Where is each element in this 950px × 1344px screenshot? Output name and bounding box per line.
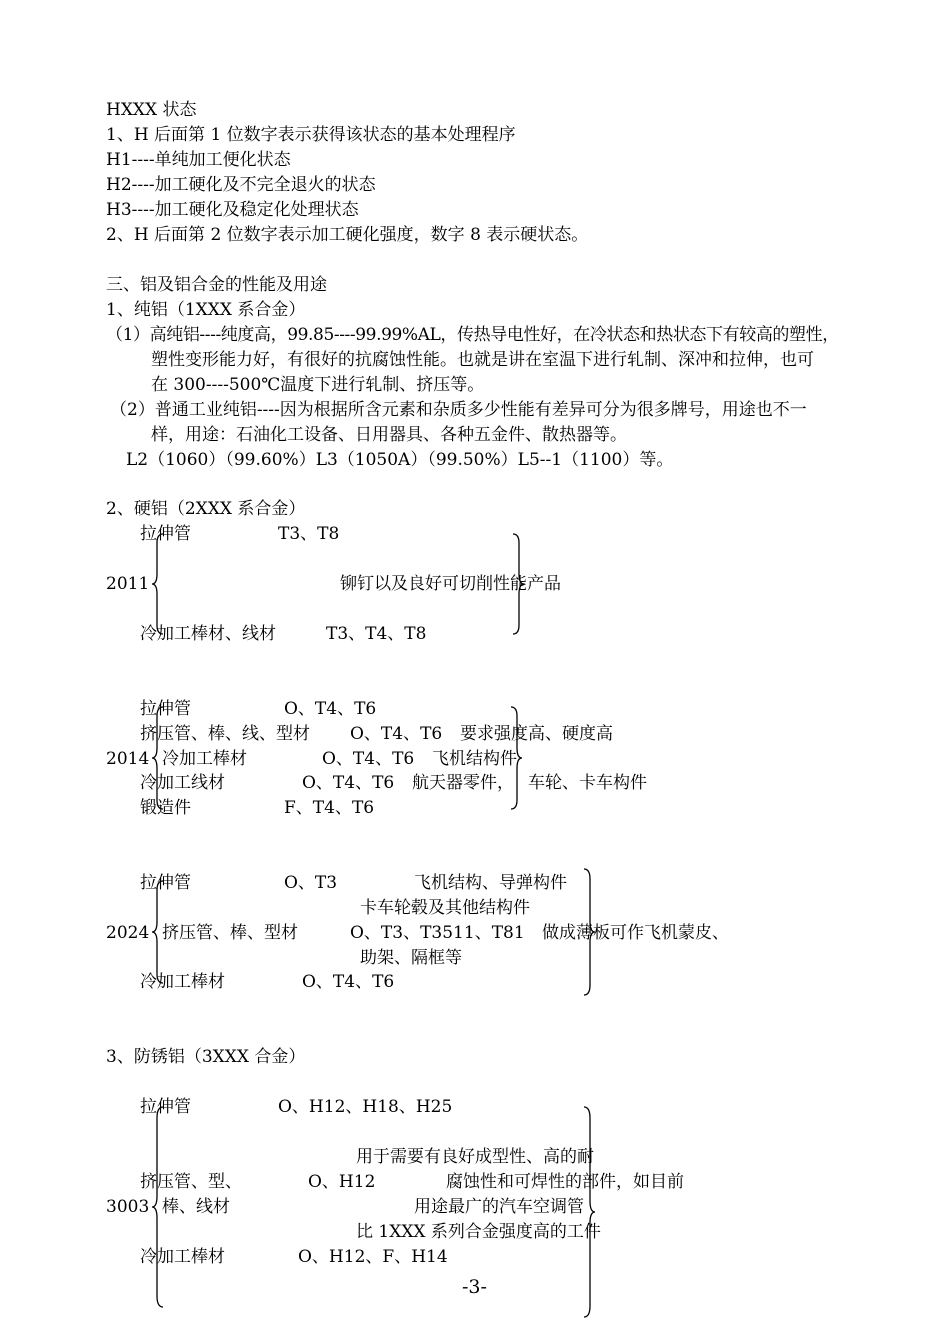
alloy-2024-product-3: 冷加工棒材 (140, 972, 225, 992)
page-number: -3- (462, 1276, 487, 1298)
alloy-2011-temper-1: T3、T8 (278, 524, 340, 544)
alloy-2014-product-1: 拉伸管 (140, 699, 191, 719)
alloy-3003-left-brace (151, 1106, 165, 1308)
alloy-2014-temper-4: O、T4、T6 (302, 773, 395, 793)
h-state-line-1: 1、H 后面第 1 位数字表示获得该状态的基本处理程序 (106, 125, 516, 145)
alloy-2011-use: 铆钉以及良好可切削性能产品 (340, 574, 561, 594)
industrial-pure-para-line-1: （2）普通工业纯铝----因为根据所含元素和杂质多少性能有差异可分为很多牌号，用途也不一 (110, 400, 807, 420)
alloy-2024-product-2: 挤压管、棒、型材 (162, 923, 298, 943)
alloy-3003-use-3: 用途最广的汽车空调管 (414, 1197, 584, 1217)
alloy-3003-temper-2: O、H12 (308, 1172, 376, 1192)
high-purity-para-line-2: 塑性变形能力好，有很好的抗腐蚀性能。也就是讲在室温下进行轧制、深冲和拉伸，也可 (151, 350, 814, 370)
alloy-3003-temper-1: O、H12、H18、H25 (278, 1097, 453, 1117)
alloy-2024-left-brace (151, 880, 165, 984)
alloy-2014-temper-1: O、T4、T6 (284, 699, 377, 719)
alloy-2014-product-5: 锻造件 (140, 798, 191, 818)
pure-aluminum-heading: 1、纯铝（1XXX 系合金） (106, 300, 306, 320)
alloy-3003-temper-3: O、H12、F、H14 (298, 1247, 448, 1267)
alloy-2011-temper-2: T3、T4、T8 (326, 624, 427, 644)
alloy-3003-product-2a: 挤压管、型、 (140, 1172, 242, 1192)
alloy-2014-temper-5: F、T4、T6 (284, 798, 375, 818)
section-3-title: 三、铝及铝合金的性能及用途 (106, 275, 327, 295)
high-purity-para-line-3: 在 300----500℃温度下进行轧制、挤压等。 (151, 375, 485, 395)
alloy-2024-use-4: 助架、隔框等 (360, 948, 462, 968)
alloy-2014-right-brace (509, 706, 523, 810)
alloy-2014-use-1: 要求强度高、硬度高 (460, 724, 613, 744)
pure-aluminum-grades: L2（1060）（99.60%）L3（1050A）（99.50%）L5--1（1100）等。 (126, 450, 674, 470)
alloy-3003-use-1: 用于需要有良好成型性、高的耐 (356, 1147, 594, 1167)
alloy-2014-left-brace (151, 706, 165, 810)
alloy-3003-use-4: 比 1XXX 系列合金强度高的工件 (356, 1222, 601, 1242)
alloy-2014-temper-2: O、T4、T6 (350, 724, 443, 744)
alloy-2024-use-1: 飞机结构、导弹构件 (414, 873, 567, 893)
hard-aluminum-heading: 2、硬铝（2XXX 系合金） (106, 499, 306, 519)
alloy-2014-use-3: 航天器零件， (412, 773, 514, 793)
alloy-3003-product-2b: 棒、线材 (162, 1197, 230, 1217)
alloy-2014-product-2: 挤压管、棒、线、型材 (140, 724, 310, 744)
alloy-3003-right-brace (582, 1106, 596, 1318)
rust-proof-aluminum-heading: 3、防锈铝（3XXX 合金） (106, 1047, 306, 1067)
alloy-3003-product-1: 拉伸管 (140, 1097, 191, 1117)
alloy-2014-use-2: 飞机结构件 (432, 749, 517, 769)
alloy-2014-use-4: 车轮、卡车构件 (528, 773, 647, 793)
alloy-3003-product-3: 冷加工棒材 (140, 1247, 225, 1267)
alloy-2024-right-brace (582, 868, 596, 996)
alloy-2011-product-2: 冷加工棒材、线材 (140, 624, 276, 644)
alloy-2024-temper-3: O、T4、T6 (302, 972, 395, 992)
alloy-2011-left-brace (151, 533, 165, 635)
alloy-2024-use-3: 做成薄板可作飞机蒙皮、 (542, 923, 729, 943)
alloy-3003-use-2: 腐蚀性和可焊性的部件，如目前 (446, 1172, 684, 1192)
alloy-2011-product-1: 拉伸管 (140, 524, 191, 544)
h-state-line-2: 2、H 后面第 2 位数字表示加工硬化强度，数字 8 表示硬状态。 (106, 225, 589, 245)
h1-definition: H1----单纯加工便化状态 (106, 150, 291, 170)
alloy-2014-product-3: 冷加工棒材 (162, 749, 247, 769)
alloy-3003-code: 3003 (106, 1197, 150, 1217)
alloy-2024-use-2: 卡车轮毂及其他结构件 (360, 898, 530, 918)
h3-definition: H3----加工硬化及稳定化处理状态 (106, 200, 359, 220)
alloy-2011-right-brace (511, 533, 525, 635)
alloy-2024-temper-2: O、T3、T3511、T81 (350, 923, 525, 943)
alloy-2024-code: 2024 (106, 923, 150, 943)
alloy-2014-product-4: 冷加工线材 (140, 773, 225, 793)
alloy-2014-temper-3: O、T4、T6 (322, 749, 415, 769)
h-state-title: HXXX 状态 (106, 100, 197, 120)
alloy-2024-product-1: 拉伸管 (140, 873, 191, 893)
industrial-pure-para-line-2: 样，用途：石油化工设备、日用器具、各种五金件、散热器等。 (151, 425, 627, 445)
high-purity-para-line-1: （1）高纯铝----纯度高，99.85----99.99%AL，传热导电性好，在冷状态和热状态下有较高的塑性， (106, 325, 839, 345)
h2-definition: H2----加工硬化及不完全退火的状态 (106, 175, 376, 195)
alloy-2024-temper-1: O、T3 (284, 873, 338, 893)
alloy-2011-code: 2011 (106, 574, 150, 594)
alloy-2014-code: 2014 (106, 749, 150, 769)
